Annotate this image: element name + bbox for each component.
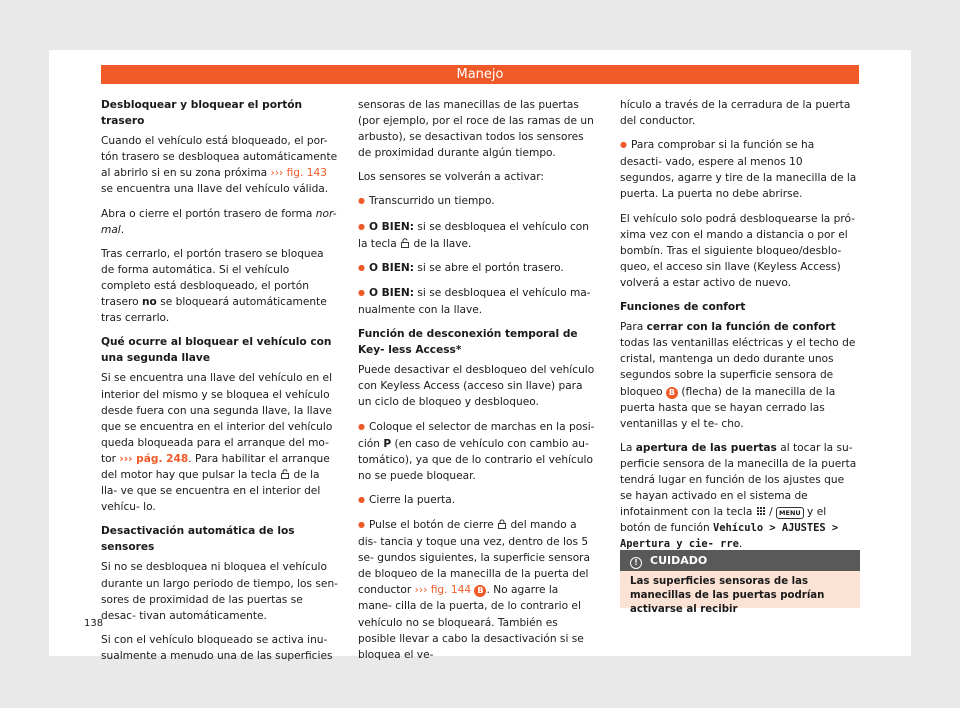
callout-b-badge: B	[474, 585, 486, 597]
section-header: Manejo	[101, 65, 859, 84]
bullet-item: ● Para comprobar si la función se ha desacti- vado, espere al menos 10 segundos, agarre y tire de la manecilla de la puerta. La puerta no debe abrirse.	[620, 137, 857, 202]
paragraph: Puede desactivar el desbloqueo del vehículo con Keyless Access (acceso sin llave) para un ciclo de bloqueo y desbloqueo.	[358, 364, 595, 409]
page-link[interactable]: ››› pág. 248	[119, 452, 189, 465]
caution-text: Las superficies sensoras de las manecillas de las puertas podrían activarse al recibir	[630, 576, 825, 615]
paragraph: Si con el vehículo bloqueado se activa inu- sualmente a menudo una de las superficies	[101, 633, 333, 662]
lock-icon	[497, 519, 507, 529]
column-1	[101, 97, 338, 672]
heading-second-key: Qué ocurre al bloquear el vehículo con una segunda llave	[101, 336, 332, 365]
heading-keyless-temp-off: Función de desconexión temporal de Key- less Access*	[358, 328, 578, 357]
paragraph: Cuando el vehículo está bloqueado, el por- tón trasero se desbloquea automáticamente al abrirlo si en su zona próxima ››› fig. 143 se encuentra una llave del vehículo válida.	[101, 135, 338, 196]
menu-key-icon: MENU	[776, 507, 804, 519]
paragraph: hículo a través de la cerradura de la puerta del conductor.	[620, 99, 851, 128]
paragraph: Si no se desbloquea ni bloquea el vehículo durante un largo periodo de tiempo, los sen- sores de proximidad de las puertas se desac- tivan automáticamente.	[101, 561, 338, 622]
paragraph: La apertura de las puertas al tocar la su- perficie sensora de la manecilla de la puerta tendrá lugar en función de los ajustes que se hayan activado en el sistema de infotainment con la tecla / MENU y el botón de función Vehículo > AJUSTES > Apertura y cie- rre.	[620, 441, 857, 551]
bullet-item: ● O BIEN: si se abre el portón trasero.	[358, 260, 595, 277]
unlock-icon	[280, 469, 290, 479]
paragraph: Para cerrar con la función de confort todas las ventanillas eléctricas y el techo de cristal, mantenga un dedo durante unos segundos sobre la superficie sensora de bloqueo B (flecha) de la manecilla de la puerta hasta que se hayan cerrado las ventanillas y el te- cho.	[620, 321, 856, 430]
caution-box	[620, 550, 860, 615]
bullet-item: ● Pulse el botón de cierre del mando a dis- tancia y toque una vez, dentro de los 5 se- gundos siguientes, la superficie sensora de bloqueo de la manecilla de la puerta del conductor ››› fig. 144 B . No agarre la mane- cilla de la puerta, de lo contrario el vehículo no se bloqueará. También es posible llevar a cabo la desactivación si se bloquea el ve-	[358, 517, 595, 663]
paragraph: sensoras de las manecillas de las puertas (por ejemplo, por el roce de las ramas de un arbusto), se desactivan todos los sensores de proximidad durante algún tiempo.	[358, 99, 594, 160]
unlock-icon	[400, 238, 410, 248]
page-number: 138	[84, 618, 104, 629]
paragraph: Si se encuentra una llave del vehículo en el interior del mismo y se bloquea el vehículo desde fuera con una segunda llave, la llave que se encuentra en el interior del vehículo queda bloqueada para el arranque del mo- tor ››› pág. 248. Para habilitar el arranque del motor hay que pulsar la tecla de la lla- ve que se encuentra en el interior del vehícu- lo.	[101, 372, 333, 514]
column-3	[620, 97, 857, 560]
grid-menu-icon	[756, 506, 766, 516]
column-2	[358, 97, 595, 671]
paragraph: Abra o cierre el portón trasero de forma nor- mal.	[101, 207, 337, 236]
paragraph: Los sensores se volverán a activar:	[358, 171, 544, 184]
heading-unlock-tailgate: Desbloquear y bloquear el portón trasero	[101, 99, 303, 128]
caution-header: ! CUIDADO	[620, 550, 860, 571]
heading-sensor-deactivation: Desactivación automática de los sensores	[101, 525, 295, 554]
manual-page	[49, 50, 911, 662]
warning-icon: !	[630, 557, 642, 569]
bullet-item: ● Coloque el selector de marchas en la posi- ción P (en caso de vehículo con cambio au- tomático), ya que de lo contrario el vehículo no se puede bloquear.	[358, 419, 595, 484]
menu-path: Vehículo > AJUSTES > Apertura y cie- rre	[620, 522, 839, 551]
bullet-item: ● Transcurrido un tiempo.	[358, 193, 595, 210]
callout-b-badge: B	[666, 387, 678, 399]
paragraph: Tras cerrarlo, el portón trasero se bloquea de forma automática. Si el vehículo completo está desbloqueado, el portón trasero no se bloqueará automáticamente tras cerrarlo.	[101, 247, 327, 325]
bullet-item: ● Cierre la puerta.	[358, 492, 595, 509]
heading-comfort-functions: Funciones de confort	[620, 301, 746, 314]
figure-link[interactable]: ››› fig. 143	[270, 167, 327, 180]
paragraph: El vehículo solo podrá desbloquearse la pró- xima vez con el mando a distancia o por el bombín. Tras el siguiente bloqueo/desblo- queo, el acceso sin llave (Keyless Access) volverá a estar activo de nuevo.	[620, 212, 855, 289]
bullet-item: ● O BIEN: si se desbloquea el vehículo con la tecla de la llave.	[358, 219, 595, 252]
bullet-item: ● O BIEN: si se desbloquea el vehículo ma- nualmente con la llave.	[358, 285, 595, 318]
figure-link[interactable]: ››› fig. 144	[414, 584, 472, 597]
